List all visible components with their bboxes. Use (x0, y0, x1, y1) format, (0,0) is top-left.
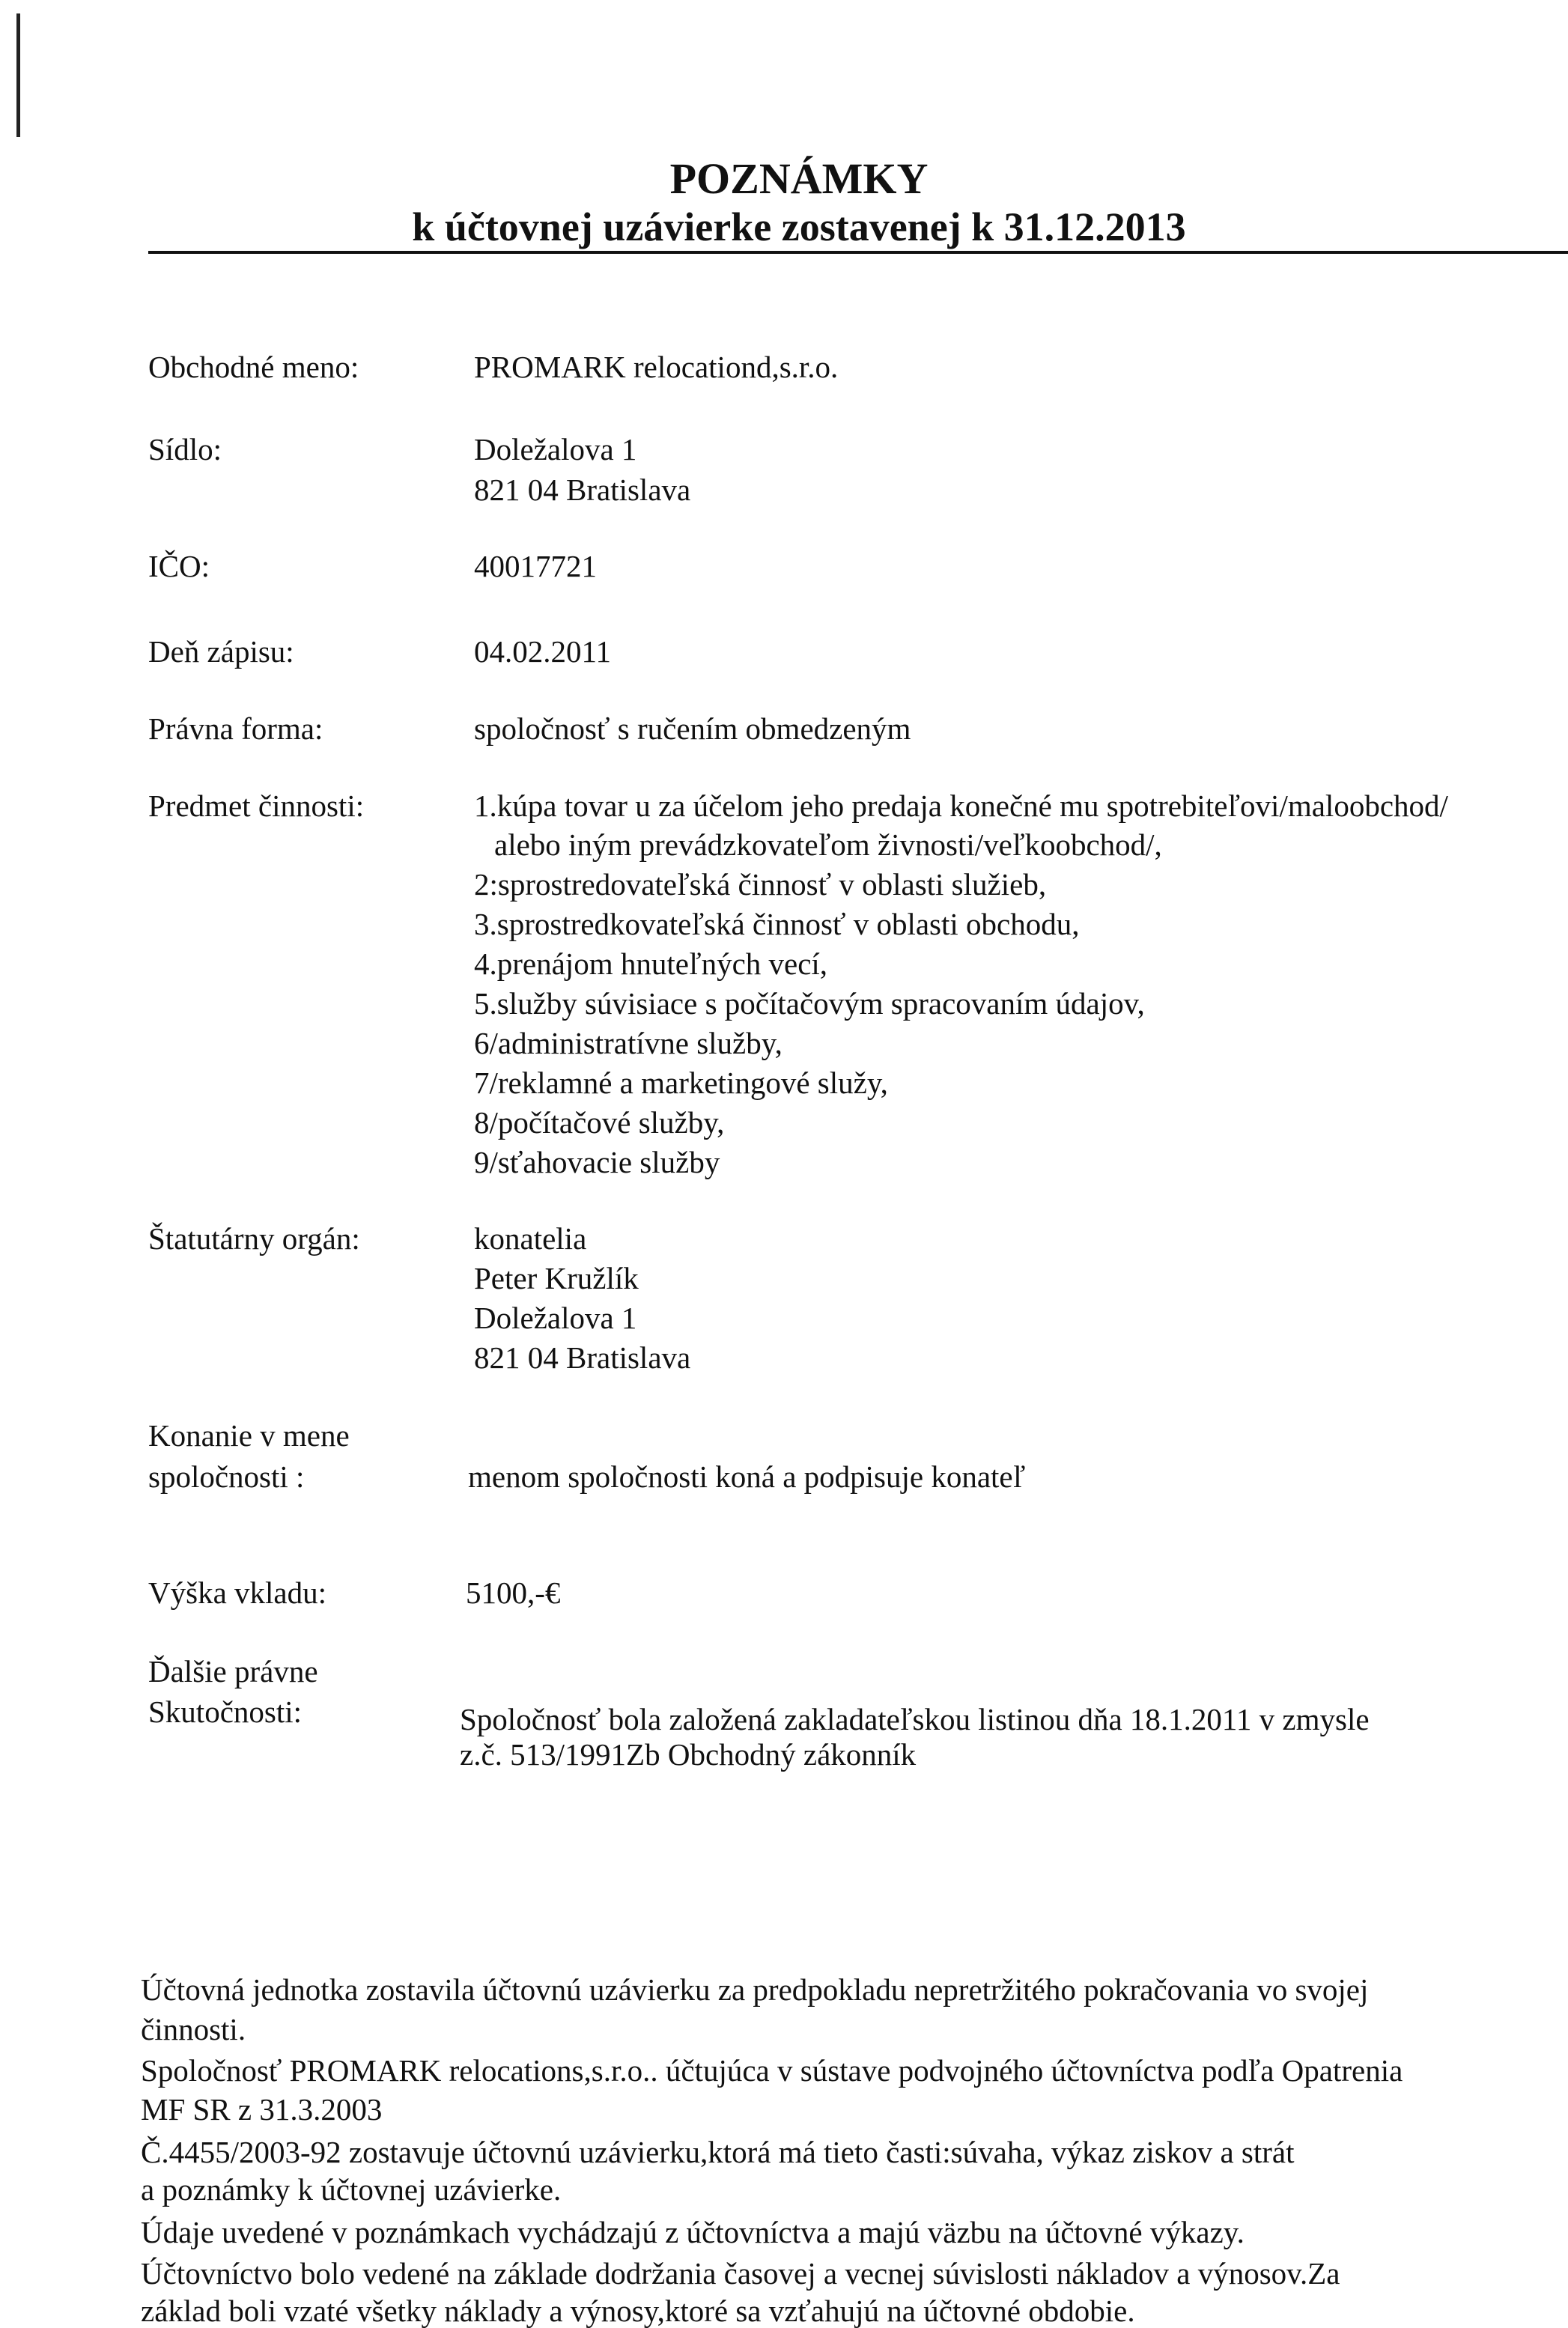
other-facts-line: Spoločnosť bola založená zakladateľskou listinou dňa 18.1.2011 v zmysle (460, 1702, 1370, 1736)
other-facts-label: Ďalšie právne (148, 1654, 318, 1689)
capital-value: 5100,-€ (466, 1575, 561, 1610)
ico-value: 40017721 (474, 549, 597, 583)
statutory-body-line: konatelia (474, 1221, 587, 1256)
statutory-body-label: Štatutárny orgán: (148, 1221, 360, 1256)
title-divider (148, 251, 1568, 254)
note-line: Spoločnosť PROMARK relocations,s.r.o.. účtujúca v sústave podvojného účtovníctva podľa Opatrenia (141, 2053, 1403, 2088)
activity-item: 2:sprostredovateľská činnosť v oblasti služieb, (474, 867, 1047, 902)
activities-label: Predmet činnosti: (148, 788, 365, 823)
business-name-value: PROMARK relocationd,s.r.o. (474, 350, 839, 384)
note-line: Účtovná jednotka zostavila účtovnú uzávierku za predpokladu nepretržitého pokračovania vo svojej (141, 1972, 1369, 2007)
acting-value: menom spoločnosti koná a podpisuje konateľ (468, 1459, 1026, 1494)
statutory-body-line: Peter Kružlík (474, 1261, 639, 1295)
seat-label: Sídlo: (148, 432, 222, 466)
activity-item: 8/počítačové služby, (474, 1105, 725, 1140)
document-title: POZNÁMKY (669, 154, 929, 203)
note-line: Č.4455/2003-92 zostavuje účtovnú uzávierku,ktorá má tieto časti:súvaha, výkaz ziskov a strát (141, 2135, 1295, 2169)
acting-label: Konanie v mene (148, 1418, 350, 1453)
activity-item: 1.kúpa tovar u za účelom jeho predaja konečné mu spotrebiteľovi/maloobchod/ (474, 788, 1448, 823)
activity-item: 4.prenájom hnuteľných vecí, (474, 946, 828, 981)
note-line: a poznámky k účtovnej uzávierke. (141, 2172, 562, 2207)
seat-line: 821 04 Bratislava (474, 472, 691, 507)
capital-label: Výška vkladu: (148, 1575, 326, 1610)
note-line: Účtovníctvo bolo vedené na základe dodržania časovej a vecnej súvislosti nákladov a výnosov.Za (141, 2256, 1340, 2291)
business-name-label: Obchodné meno: (148, 350, 359, 384)
binding-mark (16, 13, 20, 137)
note-line: základ boli vzaté všetky náklady a výnosy,ktoré sa vzťahujú na účtovné obdobie. (141, 2294, 1135, 2328)
registration-date-value: 04.02.2011 (474, 634, 611, 669)
note-line: MF SR z 31.3.2003 (141, 2092, 383, 2127)
note-line: činnosti. (141, 2012, 246, 2046)
activity-item: 5.služby súvisiace s počítačovým spracovaním údajov, (474, 986, 1145, 1021)
activity-item: 7/reklamné a marketingové služy, (474, 1066, 888, 1100)
activity-item: alebo iným prevádzkovateľom živnosti/veľkoobchod/, (494, 827, 1162, 862)
other-facts-label: Skutočnosti: (148, 1695, 303, 1729)
ico-label: IČO: (148, 549, 210, 583)
note-line: Údaje uvedené v poznámkach vychádzajú z účtovníctva a majú väzbu na účtovné výkazy. (141, 2215, 1245, 2249)
activity-item: 9/sťahovacie služby (474, 1145, 720, 1179)
activity-item: 3.sprostredkovateľská činnosť v oblasti obchodu, (474, 907, 1080, 941)
document-subtitle: k účtovnej uzávierke zostavenej k 31.12.2013 (412, 204, 1186, 249)
legal-form-value: spoločnosť s ručením obmedzeným (474, 711, 911, 746)
seat-line: Doležalova 1 (474, 432, 637, 466)
statutory-body-line: 821 04 Bratislava (474, 1340, 691, 1375)
registration-date-label: Deň zápisu: (148, 634, 294, 669)
activity-item: 6/administratívne služby, (474, 1026, 783, 1060)
acting-label: spoločnosti : (148, 1459, 305, 1494)
statutory-body-line: Doležalova 1 (474, 1301, 637, 1335)
other-facts-line: z.č. 513/1991Zb Obchodný zákonník (460, 1737, 917, 1772)
legal-form-label: Právna forma: (148, 711, 323, 746)
